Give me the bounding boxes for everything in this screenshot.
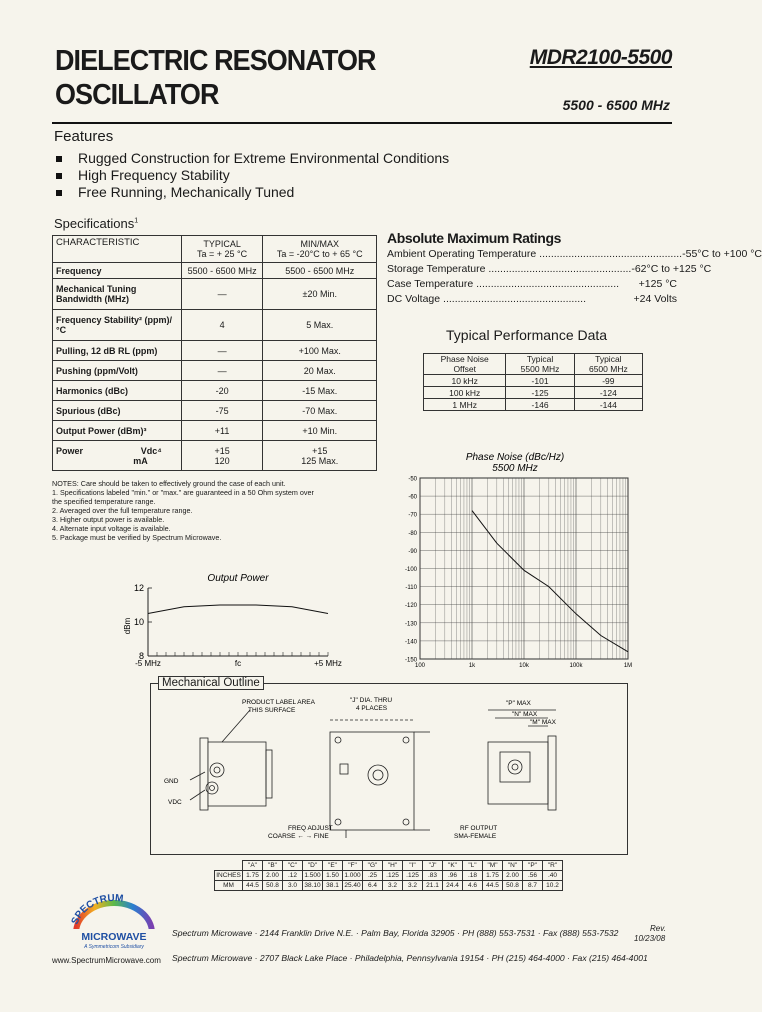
dims-corner — [215, 861, 243, 871]
header-rule — [52, 122, 672, 124]
abs-max-row — [387, 262, 712, 277]
mechanical-outline-heading: Mechanical Outline — [158, 676, 264, 690]
spec-typ: 5500 - 6500 MHz — [181, 263, 263, 279]
spec-minmax: +10 Min. — [263, 421, 377, 441]
dims-cell: 10.2 — [543, 881, 563, 891]
logo-tagline: A Symmetricom Subsidiary — [84, 944, 144, 950]
dims-cell: 1.500 — [304, 872, 321, 879]
features-heading: Features — [54, 128, 114, 145]
mechanical-drawing — [150, 690, 628, 854]
logo-spectrum-text: SPECTRUM — [69, 893, 124, 927]
dims-cell: .83 — [423, 871, 443, 881]
pn-header — [506, 354, 574, 375]
table-row — [53, 263, 377, 279]
x-tick-label: 1M — [623, 663, 633, 669]
pn-cell: -101 — [506, 375, 574, 387]
y-tick-label: -130 — [404, 621, 417, 628]
spec-typ: 4 — [181, 310, 263, 341]
label-n-max: "N" MAX — [512, 711, 538, 718]
spec-label: Harmonics (dBc) — [53, 381, 182, 401]
spec-typ: +11 — [181, 421, 263, 441]
abs-max-heading: Absolute Maximum Ratings — [387, 230, 561, 246]
dims-cell: .12 — [283, 871, 303, 881]
spec-minmax: -15 Max. — [263, 381, 377, 401]
spec-label: Pulling, 12 dB RL (ppm) — [53, 341, 182, 361]
table-row — [424, 387, 643, 399]
title-line-2: OSCILLATOR — [55, 79, 219, 111]
pn-col1: Phase Noise — [440, 354, 489, 364]
dims-cell: "P" — [523, 861, 543, 871]
dims-cell: 2.00 — [263, 871, 283, 881]
dot-leader: ................................................. — [485, 263, 632, 275]
label-this-surface: THIS SURFACE — [248, 707, 296, 714]
x-tick-label: 100k — [569, 663, 583, 669]
dims-cell: "G" — [363, 861, 383, 871]
rev-date: 10/23/08 — [634, 934, 666, 943]
note-line: the specified temperature range. — [52, 497, 156, 506]
spec-power-label — [53, 441, 182, 471]
dims-cell: .96 — [443, 871, 463, 881]
dims-cell: 3.2 — [403, 881, 423, 891]
pn-cell: 1 MHz — [424, 399, 506, 411]
feature-item: Free Running, Mechanically Tuned — [56, 184, 449, 201]
spec-typ: — — [181, 361, 263, 381]
features-list — [56, 150, 449, 201]
output-power-line — [148, 605, 328, 614]
abs-max-list — [387, 247, 762, 307]
spec-label: Spurious (dBc) — [53, 401, 182, 421]
dims-cell: 25.40 — [344, 882, 361, 889]
pn-cell: 100 kHz — [424, 387, 506, 399]
dims-row-label: INCHES — [216, 872, 241, 879]
col-typical-label: TYPICAL — [203, 239, 241, 249]
abs-max-row — [387, 247, 762, 262]
spec-minmax: -70 Max. — [263, 401, 377, 421]
phase-noise-subtitle: 5500 MHz — [492, 463, 538, 474]
dims-cell: 50.8 — [503, 881, 523, 891]
abs-max-label: Case Temperature — [387, 278, 474, 290]
y-tick-label: -60 — [408, 494, 417, 501]
label-m-max: "M" MAX — [530, 719, 556, 726]
dims-cell: "H" — [383, 861, 403, 871]
dims-cell: 1.75 — [483, 871, 503, 881]
specifications-heading-sup: 1 — [134, 217, 139, 225]
dims-cell: .125 — [403, 871, 423, 881]
power-max-vdc: +15 — [312, 445, 328, 456]
dims-cell: "K" — [443, 861, 463, 871]
power-ma-label: mA — [133, 455, 148, 466]
dims-cell: "R" — [543, 861, 563, 871]
dims-cell: 1.000 — [344, 872, 361, 879]
spec-minmax: 5 Max. — [263, 310, 377, 341]
spec-minmax: 20 Max. — [263, 361, 377, 381]
table-row — [53, 236, 377, 263]
dims-cell: "I" — [403, 861, 423, 871]
dims-cell: "M" — [483, 861, 503, 871]
spec-typ: -75 — [181, 401, 263, 421]
phase-noise-title: Phase Noise (dBc/Hz) — [465, 452, 565, 463]
specifications-table — [52, 235, 377, 471]
rev-label: Rev. — [650, 924, 666, 933]
dims-cell: "F" — [343, 861, 363, 871]
x-tick-label: 100 — [414, 663, 426, 669]
label-coarse-fine: COARSE ← → FINE — [268, 833, 329, 840]
feature-item: High Frequency Stability — [56, 167, 449, 184]
table-row — [424, 375, 643, 387]
y-tick-label: -120 — [404, 603, 417, 610]
spec-typ: — — [181, 279, 263, 310]
dims-cell: 44.5 — [243, 881, 263, 891]
abs-max-value: +125 °C — [638, 278, 677, 290]
spec-minmax: +100 Max. — [263, 341, 377, 361]
dims-cell: 8.7 — [523, 881, 543, 891]
feature-item: Rugged Construction for Extreme Environmental Conditions — [56, 150, 449, 167]
power-typ-vdc: +15 — [214, 445, 230, 456]
spec-label: Mechanical Tuning Bandwidth (MHz) — [53, 279, 182, 310]
dims-row-label: MM — [215, 881, 243, 891]
center-view — [330, 720, 430, 838]
dims-cell: 21.1 — [423, 881, 443, 891]
table-row — [53, 310, 377, 341]
left-view — [190, 710, 272, 810]
note-line: NOTES: Care should be taken to effectively ground the case of each unit. — [52, 479, 286, 488]
frequency-range: 5500 - 6500 MHz — [562, 97, 670, 113]
abs-max-row — [387, 277, 677, 292]
footer-address-2: Spectrum Microwave · 2707 Black Lake Place · Philadelphia, Pennsylvania 19154 · PH (215) 464-4000 · Fax (215) 464-4001 — [172, 953, 648, 963]
x-tick-label: 1k — [468, 663, 476, 669]
dims-cell: "N" — [503, 861, 523, 871]
col-minmax-cond: Ta = -20°C to + 65 °C — [276, 249, 363, 259]
dims-cell: 38.10 — [304, 882, 321, 889]
dot-leader: ................................................. — [440, 293, 586, 305]
pn-col2b: 5500 MHz — [520, 364, 560, 374]
y-tick-label: -50 — [408, 476, 417, 483]
dims-cell: .56 — [523, 871, 543, 881]
label-dia-thru: "J" DIA. THRU — [350, 697, 393, 704]
title-line-1: DIELECTRIC RESONATOR — [55, 45, 376, 77]
x-tick-label: fc — [234, 659, 242, 668]
col-typical — [181, 236, 263, 263]
label-freq-adjust: FREQ ADJUST — [288, 825, 333, 832]
output-power-plot — [134, 583, 342, 668]
y-tick-label: -110 — [405, 585, 417, 592]
table-row — [215, 881, 563, 891]
dims-cell: "C" — [283, 861, 303, 871]
table-row — [53, 279, 377, 310]
dims-cell: 50.8 — [263, 881, 283, 891]
x-tick-label: 10k — [519, 663, 529, 669]
dims-cell: 6.4 — [363, 881, 383, 891]
pn-col2: Typical — [526, 354, 554, 364]
table-row — [53, 361, 377, 381]
specifications-heading-text: Specifications — [54, 216, 135, 231]
dims-cell: 2.00 — [503, 871, 523, 881]
dims-cell: 3.2 — [383, 881, 403, 891]
dims-cell: "B" — [263, 861, 283, 871]
label-gnd: GND — [164, 778, 179, 785]
dims-cell: 1.75 — [243, 871, 263, 881]
note-line: 1. Specifications labeled "min." or "max." are guaranteed in a 50 Ohm system over — [52, 488, 314, 497]
typical-perf-heading: Typical Performance Data — [446, 327, 608, 343]
table-row — [424, 354, 643, 375]
pn-cell: -124 — [574, 387, 642, 399]
pn-col1b: Offset — [453, 364, 476, 374]
pn-col3b: 6500 MHz — [588, 364, 628, 374]
footer-url[interactable]: www.SpectrumMicrowave.com — [52, 956, 161, 965]
y-tick-label: -140 — [404, 639, 417, 646]
table-row — [53, 421, 377, 441]
table-row — [53, 401, 377, 421]
dims-cell: .25 — [363, 871, 383, 881]
spec-label: Frequency — [53, 263, 182, 279]
power-vdc-label: Vdc⁴ — [140, 445, 162, 456]
pn-header — [574, 354, 642, 375]
dims-cell: 44.5 — [483, 881, 503, 891]
table-row — [215, 861, 563, 871]
table-row — [424, 399, 643, 411]
y-tick-label: -100 — [404, 567, 417, 573]
specifications-heading — [54, 216, 138, 231]
spec-label: Pushing (ppm/Volt) — [53, 361, 182, 381]
phase-noise-table — [423, 353, 643, 411]
label-4-places: 4 PLACES — [356, 705, 388, 712]
spec-minmax: 5500 - 6500 MHz — [263, 263, 377, 279]
phase-noise-chart — [390, 448, 640, 673]
abs-max-label: Ambient Operating Temperature — [387, 248, 537, 260]
y-tick-label: -90 — [408, 548, 417, 555]
pn-cell: 10 kHz — [424, 375, 506, 387]
dims-cell: 3.0 — [283, 881, 303, 891]
logo-microwave: MICROWAVE — [81, 931, 147, 943]
abs-max-value: +24 Volts — [633, 293, 677, 305]
note-line: 3. Higher output power is available. — [52, 515, 165, 524]
power-max-ma: 125 Max. — [301, 455, 339, 466]
page-title — [55, 44, 376, 112]
dims-cell: 24.4 — [443, 881, 463, 891]
dims-cell: .18 — [463, 871, 483, 881]
logo-spectrum — [70, 893, 124, 926]
table-row — [53, 381, 377, 401]
spectrum-microwave-logo — [66, 893, 162, 951]
dimensions-table — [214, 860, 563, 891]
spec-typ: — — [181, 341, 263, 361]
label-rf-output: RF OUTPUT — [460, 825, 498, 832]
label-sma-female: SMA-FEMALE — [454, 833, 497, 840]
y-tick-label: -150 — [404, 657, 417, 664]
dims-cell: 4.6 — [463, 881, 483, 891]
pn-col3: Typical — [595, 354, 622, 364]
dims-cell: "A" — [243, 861, 263, 871]
notes — [52, 479, 382, 542]
abs-max-label: Storage Temperature — [387, 263, 486, 275]
output-power-chart — [100, 568, 360, 670]
col-typical-cond: Ta = + 25 °C — [197, 249, 248, 259]
phase-noise-plot — [405, 477, 632, 670]
x-tick-label: -5 MHz — [135, 659, 161, 668]
abs-max-value: -62°C to +125 °C — [631, 263, 712, 275]
abs-max-label: DC Voltage — [387, 293, 441, 305]
footer-address-1: Spectrum Microwave · 2144 Franklin Drive N.E. · Palm Bay, Florida 32905 · PH (888) 553-7531 · Fax (888) 553-7532 — [172, 928, 619, 938]
dims-cell: 38.1 — [323, 881, 343, 891]
dot-leader: ................................................. — [473, 278, 620, 290]
spec-minmax: ±20 Min. — [263, 279, 377, 310]
table-row — [215, 871, 563, 881]
note-line: 2. Averaged over the full temperature range. — [52, 506, 193, 515]
col-minmax-label: MIN/MAX — [300, 239, 339, 249]
y-tick-label: -80 — [408, 530, 417, 537]
abs-max-row — [387, 292, 677, 307]
note-line: 5. Package must be verified by Spectrum Microwave. — [52, 533, 222, 542]
spec-power-max — [263, 441, 377, 471]
label-vdc: VDC — [168, 799, 182, 806]
power-typ-ma: 120 — [214, 455, 230, 466]
power-label: Power — [56, 445, 84, 456]
label-product-area: PRODUCT LABEL AREA — [242, 699, 315, 706]
label-p-max: "P" MAX — [506, 700, 531, 707]
y-tick-label: 10 — [133, 617, 144, 627]
part-number: MDR2100-5500 — [529, 46, 672, 69]
y-tick-label: 12 — [133, 583, 144, 593]
abs-max-value: -55°C to +100 °C — [682, 248, 762, 260]
pn-cell: -125 — [506, 387, 574, 399]
table-row — [53, 441, 377, 471]
spec-typ: -20 — [181, 381, 263, 401]
dims-cell: .125 — [383, 871, 403, 881]
y-tick-label: 8 — [138, 651, 144, 661]
table-row — [53, 341, 377, 361]
spec-label: Frequency Stability² (ppm)/ °C — [53, 310, 182, 341]
note-line: 4. Alternate input voltage is available. — [52, 524, 171, 533]
x-tick-label: +5 MHz — [314, 659, 342, 668]
pn-cell: -146 — [506, 399, 574, 411]
spec-label: Output Power (dBm)³ — [53, 421, 182, 441]
dims-cell: .40 — [543, 871, 563, 881]
dims-cell: "J" — [423, 861, 443, 871]
phase-noise-line — [472, 511, 628, 652]
col-characteristic: CHARACTERISTIC — [53, 236, 182, 263]
dims-cell: "E" — [323, 861, 343, 871]
dot-leader: ................................................. — [536, 248, 683, 260]
output-power-title: Output Power — [207, 573, 269, 584]
y-tick-label: -70 — [408, 512, 417, 519]
pn-cell: -99 — [574, 375, 642, 387]
spec-power-typ — [181, 441, 263, 471]
dims-cell: "D" — [303, 861, 323, 871]
output-power-ylabel: dBm — [123, 617, 132, 635]
col-minmax — [263, 236, 377, 263]
pn-header — [424, 354, 506, 375]
pn-cell: -144 — [574, 399, 642, 411]
dims-cell: "L" — [463, 861, 483, 871]
dims-cell: 1.50 — [323, 871, 343, 881]
